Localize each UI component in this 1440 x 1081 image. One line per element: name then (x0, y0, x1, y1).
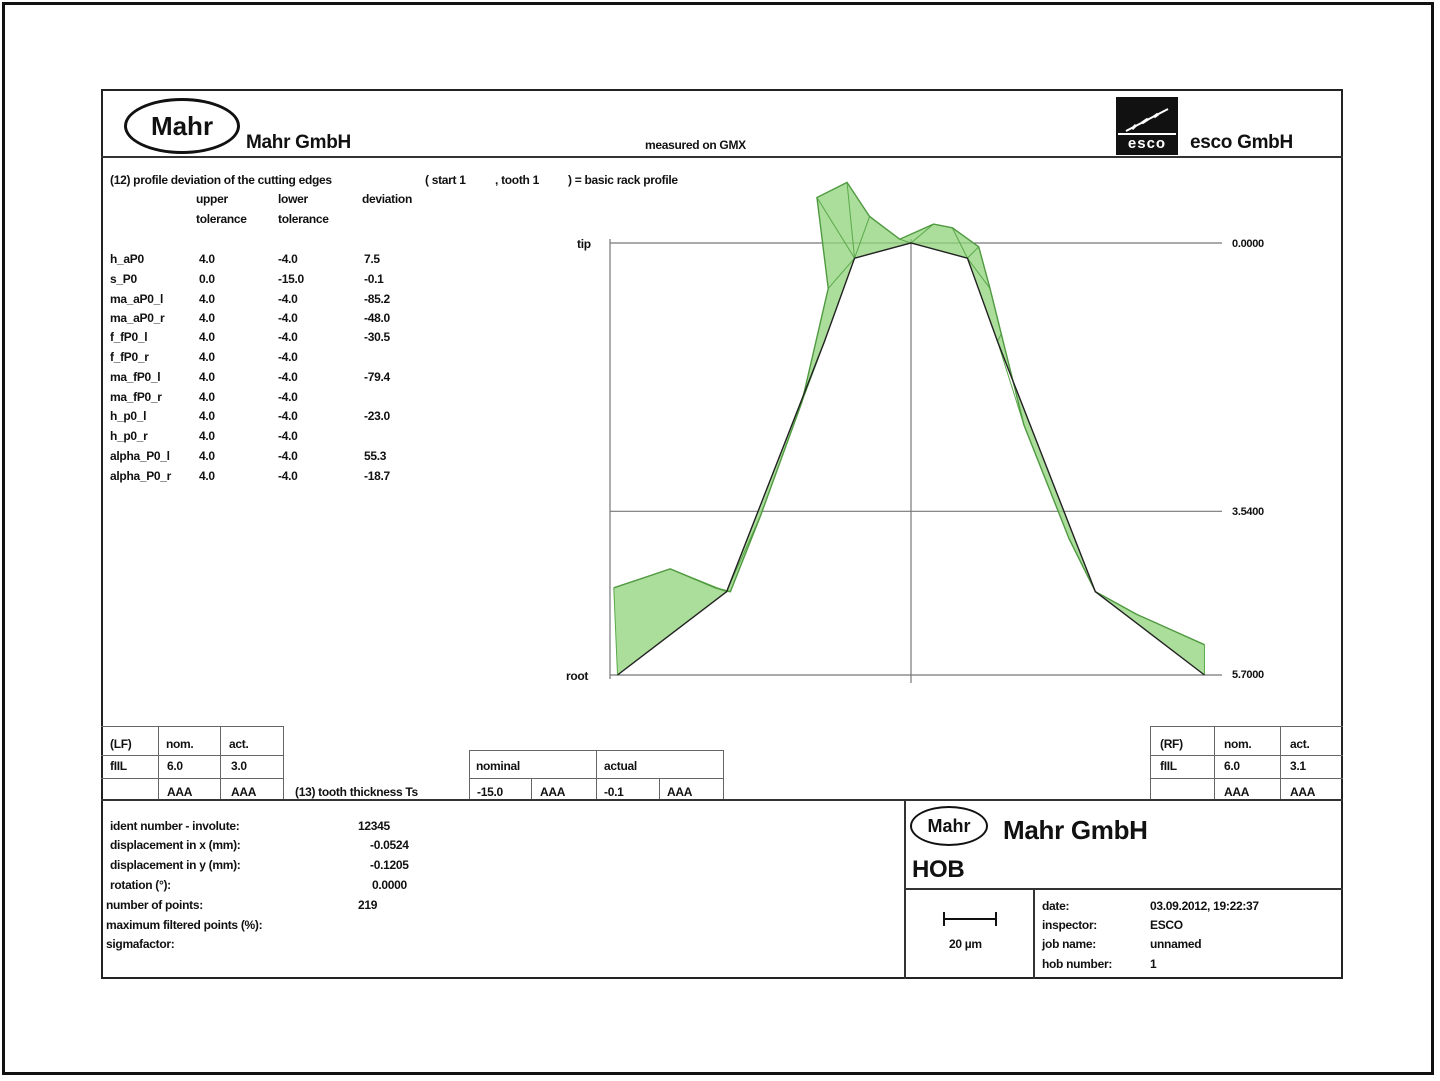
y-tick-label: 5.7000 (1232, 669, 1264, 681)
meta-label: date: (1042, 899, 1070, 913)
footer-right-divider (904, 888, 1343, 890)
meta-value: 1 (1150, 957, 1157, 971)
row-name: f_fP0_r (110, 350, 149, 364)
rf-table-col (1150, 726, 1151, 800)
row-name: alpha_P0_r (110, 469, 172, 483)
row-lower: -15.0 (278, 272, 304, 286)
y-tick-label: 3.5400 (1232, 506, 1264, 518)
col-upper-header-2: tolerance (196, 212, 247, 226)
rf-table-col (1280, 726, 1281, 800)
row-lower: -4.0 (278, 449, 298, 463)
y-tick-label: 0.0000 (1232, 238, 1264, 250)
tt-table-col (659, 778, 660, 800)
rf-table-low (1150, 778, 1343, 779)
tt-table-col (596, 750, 597, 800)
rf-act-header: act. (1290, 737, 1310, 751)
row-name: s_P0 (110, 272, 137, 286)
row-deviation: -18.7 (364, 469, 390, 483)
tooth-thickness-label: (13) tooth thickness Ts (295, 785, 418, 799)
row-lower: -4.0 (278, 429, 298, 443)
row-name: h_p0_l (110, 409, 147, 423)
info-value: -0.0524 (370, 838, 409, 852)
rf-act-class: AAA (1290, 785, 1316, 799)
actual-profile-line (614, 182, 1205, 644)
row-lower: -4.0 (278, 311, 298, 325)
row-deviation: -30.5 (364, 330, 390, 344)
rf-nom-header: nom. (1224, 737, 1252, 751)
footer-scale-split (1033, 888, 1035, 979)
row-upper: 4.0 (199, 390, 215, 404)
row-upper: 4.0 (199, 469, 215, 483)
col-lower-header-2: tolerance (278, 212, 329, 226)
footer-divider (101, 799, 1343, 801)
info-label: displacement in y (mm): (110, 858, 241, 872)
meta-label: job name: (1042, 937, 1096, 951)
row-name: f_fP0_l (110, 330, 148, 344)
row-deviation: -23.0 (364, 409, 390, 423)
rf-table-col (1214, 726, 1215, 800)
row-deviation: -0.1 (364, 272, 384, 286)
mahr-company-name: Mahr GmbH (246, 132, 351, 153)
tt-actual-value: -0.1 (604, 785, 624, 799)
row-name: h_p0_r (110, 429, 148, 443)
footer-mahr-logo-text: Mahr (927, 815, 971, 836)
tt-table-col (531, 778, 532, 800)
info-label: sigmafactor: (106, 937, 175, 951)
footer-company: Mahr GmbH (1003, 815, 1148, 845)
row-lower: -4.0 (278, 409, 298, 423)
deviation-hatch (998, 342, 1024, 425)
row-upper: 0.0 (199, 272, 215, 286)
row-lower: -4.0 (278, 292, 298, 306)
row-name: ma_fP0_l (110, 370, 161, 384)
lf-act-class: AAA (231, 785, 257, 799)
row-deviation: -48.0 (364, 311, 390, 325)
row-lower: -4.0 (278, 390, 298, 404)
tt-actual-class: AAA (667, 785, 693, 799)
row-upper: 4.0 (199, 370, 215, 384)
row-upper: 4.0 (199, 350, 215, 364)
row-deviation: 55.3 (364, 449, 387, 463)
row-lower: -4.0 (278, 330, 298, 344)
row-upper: 4.0 (199, 409, 215, 423)
lf-nom-header: nom. (166, 737, 194, 751)
rf-act-value: 3.1 (1290, 759, 1306, 773)
lf-nom-value: 6.0 (167, 759, 183, 773)
lf-table-low (101, 778, 283, 779)
esco-logo-text: esco (1118, 133, 1176, 152)
lf-table-col (283, 726, 284, 800)
lf-table-top (101, 726, 283, 727)
lf-table-mid (101, 755, 283, 756)
rf-metric: fIIL (1160, 759, 1177, 773)
col-deviation-header: deviation (362, 192, 412, 206)
tip-label: tip (577, 237, 591, 251)
row-deviation: 7.5 (364, 252, 380, 266)
lf-nom-class: AAA (167, 785, 193, 799)
row-name: ma_fP0_r (110, 390, 162, 404)
lf-act-header: act. (229, 737, 249, 751)
meta-value: ESCO (1150, 918, 1183, 932)
info-value: 0.0000 (372, 878, 407, 892)
info-label: number of points: (106, 898, 203, 912)
row-deviation: -79.4 (364, 370, 390, 384)
rf-table-mid (1150, 755, 1343, 756)
rf-table-top (1150, 726, 1343, 727)
row-upper: 4.0 (199, 429, 215, 443)
row-upper: 4.0 (199, 252, 215, 266)
meta-value: 03.09.2012, 19:22:37 (1150, 899, 1259, 913)
row-name: ma_aP0_r (110, 311, 165, 325)
info-value: -0.1205 (370, 858, 409, 872)
row-deviation: -85.2 (364, 292, 390, 306)
row-upper: 4.0 (199, 330, 215, 344)
info-label: maximum filtered points (%): (106, 918, 263, 932)
scale-label: 20 µm (949, 937, 982, 951)
row-upper: 4.0 (199, 292, 215, 306)
scale-bar-icon (940, 909, 1000, 929)
deviation-fill (614, 182, 1205, 675)
mahr-logo-text: Mahr (150, 110, 214, 141)
rf-nom-class: AAA (1224, 785, 1250, 799)
info-label: rotation (°): (110, 878, 171, 892)
row-lower: -4.0 (278, 469, 298, 483)
lf-table-col (220, 726, 221, 800)
basic-rack-label: ) = basic rack profile (568, 173, 678, 187)
tt-nominal-value: -15.0 (477, 785, 503, 799)
tt-nominal-class: AAA (540, 785, 566, 799)
row-name: alpha_P0_l (110, 449, 170, 463)
tt-table-col (469, 750, 470, 800)
tt-table-col (723, 750, 724, 800)
lf-table-col (158, 726, 159, 800)
esco-company-name: esco GmbH (1190, 132, 1293, 153)
info-label: ident number - involute: (110, 819, 240, 833)
rf-nom-value: 6.0 (1224, 759, 1240, 773)
lf-metric: fIIL (110, 759, 127, 773)
col-lower-header: lower (278, 192, 308, 206)
tt-nominal-header: nominal (476, 759, 520, 773)
footer-mahr-logo (910, 806, 988, 846)
tooth-label: , tooth 1 (495, 173, 539, 187)
start-label: ( start 1 (425, 173, 466, 187)
meta-label: inspector: (1042, 918, 1098, 932)
col-upper-header: upper (196, 192, 228, 206)
row-lower: -4.0 (278, 370, 298, 384)
meta-label: hob number: (1042, 957, 1113, 971)
rf-label: (RF) (1160, 737, 1183, 751)
tt-actual-header: actual (604, 759, 637, 773)
row-upper: 4.0 (199, 311, 215, 325)
lf-label: (LF) (110, 737, 132, 751)
info-value: 12345 (358, 819, 390, 833)
footer-product: HOB (912, 856, 965, 883)
meta-value: unnamed (1150, 937, 1202, 951)
lf-act-value: 3.0 (231, 759, 247, 773)
root-label: root (566, 669, 589, 683)
row-name: ma_aP0_l (110, 292, 163, 306)
row-name: h_aP0 (110, 252, 144, 266)
row-upper: 4.0 (199, 449, 215, 463)
row-lower: -4.0 (278, 350, 298, 364)
section-title: (12) profile deviation of the cutting edges (110, 173, 332, 187)
info-label: displacement in x (mm): (110, 838, 241, 852)
measured-on-label: measured on GMX (645, 138, 746, 152)
row-lower: -4.0 (278, 252, 298, 266)
info-value: 219 (358, 898, 378, 912)
